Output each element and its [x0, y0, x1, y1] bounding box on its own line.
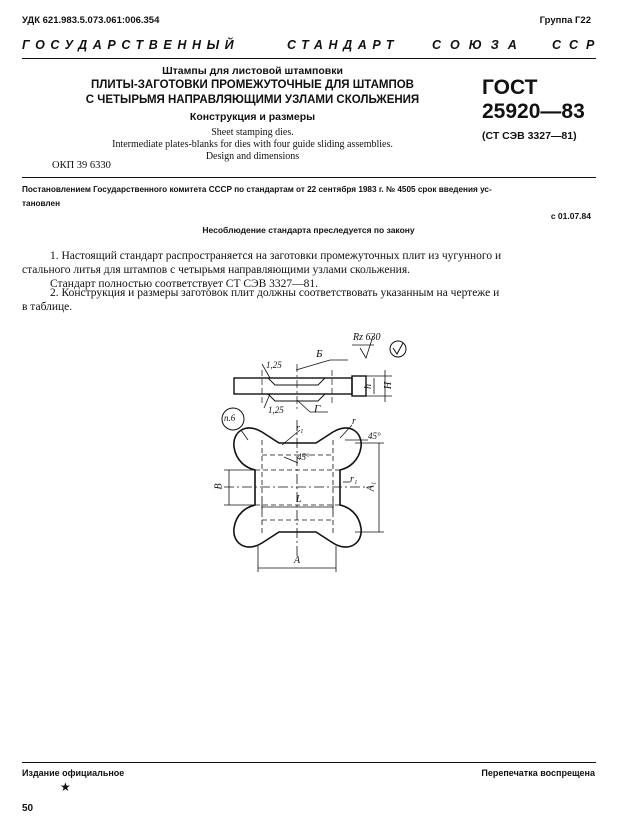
state-word-4: ССР [552, 38, 603, 52]
dim-L-label: L [296, 494, 302, 505]
radius-r1-mid: r₁ [350, 474, 358, 485]
clause-2-line-1: 2. Конструкция и размеры заготовок плит должны соответствовать указанным на чертеже и [50, 287, 500, 299]
section-g-label: Г [314, 403, 321, 415]
clause-1-line-2: стального литья для штампов с четырьмя направляющими узлами скольжения. [22, 264, 411, 276]
group-code: Группа Г22 [539, 15, 591, 26]
plate-side-view [234, 378, 352, 394]
title-line-2: ПЛИТЫ-ЗАГОТОВКИ ПРОМЕЖУТОЧНЫЕ ДЛЯ ШТАМПОВ [91, 79, 414, 91]
plate-plan-outline [234, 428, 361, 547]
radius-r1-top: r₁ [296, 423, 304, 434]
law-notice: Несоблюдение стандарта преследуется по закону [202, 225, 415, 235]
angle-45-right: 45° [368, 431, 381, 441]
title-line-4: Конструкция и размеры [189, 111, 316, 123]
page-number: 50 [22, 803, 34, 814]
state-word-2: СТАНДАРТ [287, 38, 400, 52]
title-en-2: Intermediate plates-blanks for dies with four guide sliding assemblies. [112, 139, 393, 150]
dim-H-label: H [383, 381, 395, 390]
title-line-1: Штампы для листовой штамповки [162, 65, 343, 77]
reprint-prohibited: Перепечатка воспрещена [481, 768, 595, 778]
recess-depth-bottom: 1,25 [268, 405, 284, 415]
dim-A1-label: A₁ [365, 481, 377, 492]
angle-45-inner: 45° [297, 452, 310, 462]
title-en-3: Design and dimensions [205, 151, 300, 162]
decree-line-1: Постановлением Государственного комитета СССР по стандартам от 22 сентября 1983 г. № 4505 срок введения ус- [22, 185, 492, 194]
okp-code: ОКП 39 6330 [52, 160, 111, 171]
top-recess [268, 378, 325, 385]
footer-rule [22, 762, 596, 763]
roughness-label: Rz 630 [353, 332, 381, 343]
title-line-3: С ЧЕТЫРЬМЯ НАПРАВЛЯЮЩИМИ УЗЛАМИ СКОЛЬЖЕНИЯ [85, 94, 420, 106]
clause-1-compliance: Стандарт полностью соответствует СТ СЭВ 3327—81. [50, 278, 319, 290]
dim-B-label: B [213, 483, 225, 490]
dim-h-label: h [363, 384, 374, 389]
clause-2-line-2: в таблице. [22, 301, 73, 313]
radius-r: r [352, 416, 356, 427]
section-b-label: Б [316, 348, 323, 360]
decree-date: с 01.07.84 [550, 211, 591, 221]
recess-depth-top: 1,25 [266, 360, 282, 370]
clause-1-line-1: 1. Настоящий стандарт распространяется на заготовки промежуточных плит из чугунного и [50, 250, 502, 262]
note-label: п.6 [224, 413, 236, 423]
gost-number: 25920—83 [482, 100, 585, 123]
bottom-recess [268, 394, 325, 401]
state-word-3: СОЮЗА [432, 38, 526, 52]
star-mark: ★ [60, 780, 71, 794]
gost-label: ГОСТ [482, 76, 538, 99]
gost-cmea: (СТ СЭВ 3327—81) [482, 130, 577, 142]
udc-code: УДК 621.983.5.073.061:006.354 [22, 15, 160, 26]
dim-A-label: A [294, 555, 301, 566]
decree-line-2: тановлен [22, 199, 61, 208]
state-word-1: ГОСУДАРСТВЕННЫЙ [22, 38, 240, 52]
title-en-1: Sheet stamping dies. [211, 127, 294, 138]
official-edition: Издание официальное [22, 768, 125, 778]
